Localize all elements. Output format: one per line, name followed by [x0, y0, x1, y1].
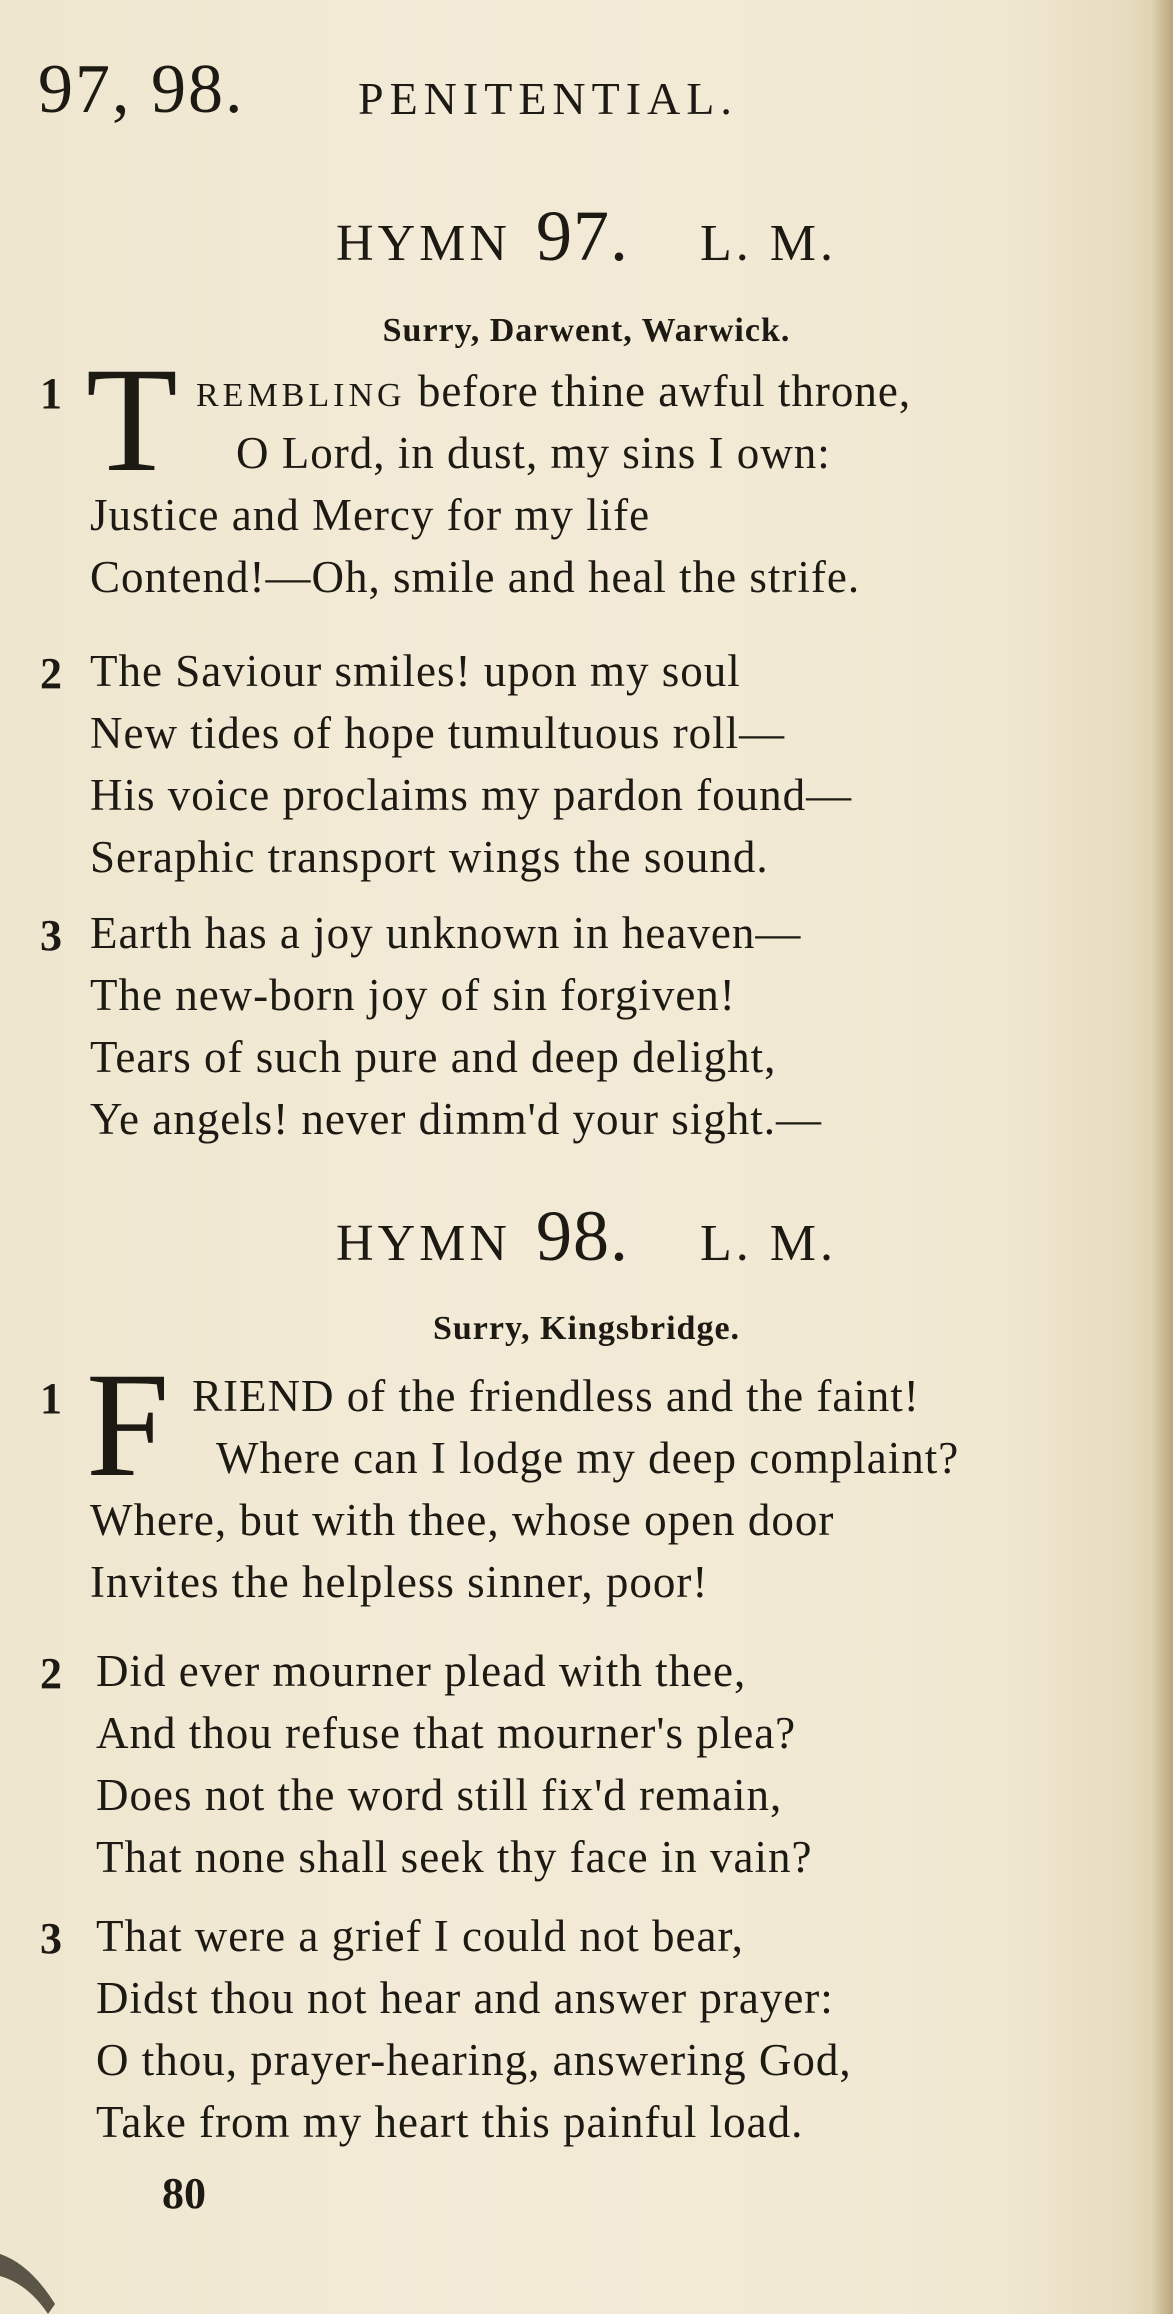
stanza-line: Did ever mourner plead with thee,: [96, 1646, 747, 1696]
stanza-number: 1: [40, 369, 62, 418]
small-caps-lead: RIEND: [192, 1371, 335, 1421]
hymn-98-stanza-3: [40, 1905, 1130, 2155]
line-rest: of the friendless and the faint!: [334, 1371, 920, 1421]
header-page-numbers: 97, 98.: [38, 51, 245, 128]
running-header: [38, 50, 1128, 140]
hymn-98-tunes: Surry, Kingsbridge.: [432, 1310, 741, 1347]
stanza-line: Tears of such pure and deep delight,: [90, 1032, 777, 1082]
hymn-98-stanza-1: [40, 1342, 1130, 1615]
stanza-number: 3: [40, 1914, 62, 1963]
stanza-line: O thou, prayer-hearing, answering God,: [96, 2035, 852, 2085]
page-folio-number: 80: [162, 2169, 206, 2218]
hymn-label: HYMN: [336, 215, 511, 272]
stanza-line: And thou refuse that mourner's plea?: [96, 1708, 797, 1758]
hymn-number: 98.: [535, 1196, 629, 1276]
hymn-label: HYMN: [336, 1215, 511, 1272]
hymn-97-stanza-1: [40, 337, 1130, 610]
stanza-number: 3: [40, 911, 62, 960]
header-section-title: PENITENTIAL.: [358, 73, 738, 124]
stanza-line: [192, 1365, 920, 1427]
stanza-line: The Saviour smiles! upon my soul: [90, 646, 741, 696]
stanza-line: Seraphic transport wings the sound.: [90, 832, 769, 882]
stanza-line: Where, but with thee, whose open door: [90, 1495, 835, 1545]
drop-cap: F: [86, 1342, 170, 1508]
hymn-meter: L. M.: [699, 1215, 837, 1272]
hymn-meter: L. M.: [699, 215, 837, 272]
stanza-line: Take from my heart this painful load.: [96, 2097, 804, 2147]
hymn-98-stanza-2: [40, 1640, 1130, 1890]
stanza-line: That none shall seek thy face in vain?: [96, 1832, 813, 1882]
stanza-line: That were a grief I could not bear,: [96, 1911, 744, 1961]
hymn-97-stanza-3: [40, 902, 1130, 1152]
stanza-line: New tides of hope tumultuous roll—: [90, 708, 786, 758]
stanza-line: The new-born joy of sin forgiven!: [90, 970, 736, 1020]
stanza-line: O Lord, in dust, my sins I own:: [236, 428, 831, 478]
page-corner-mark: [0, 2244, 60, 2314]
stanza-number: 2: [40, 649, 62, 698]
hymn-number: 97.: [535, 196, 629, 276]
hymn-97-stanza-2: [40, 640, 1130, 890]
hymn-97-tunes: Surry, Darwent, Warwick.: [382, 312, 791, 349]
stanza-line: Earth has a joy unknown in heaven—: [90, 908, 802, 958]
stanza-line: Justice and Mercy for my life: [90, 490, 651, 540]
stanza-line: Didst thou not hear and answer prayer:: [96, 1973, 834, 2023]
stanza-line: Where can I lodge my deep complaint?: [216, 1433, 960, 1483]
small-caps-lead: REMBLING: [196, 377, 406, 414]
stanza-number: 2: [40, 1649, 62, 1698]
drop-cap: T: [86, 337, 178, 503]
hymn-97-heading: [0, 195, 1173, 278]
stanza-line: Contend!—Oh, smile and heal the strife.: [90, 552, 861, 602]
stanza-line: Invites the helpless sinner, poor!: [90, 1557, 709, 1607]
stanza-line: [196, 360, 911, 427]
hymn-98-heading: [0, 1195, 1173, 1278]
stanza-line: His voice proclaims my pardon found—: [90, 770, 853, 820]
stanza-number: 1: [40, 1374, 62, 1423]
stanza-line: Ye angels! never dimm'd your sight.—: [90, 1094, 822, 1144]
stanza-line: Does not the word still fix'd remain,: [96, 1770, 783, 1820]
line-rest: before thine awful throne,: [405, 366, 912, 416]
